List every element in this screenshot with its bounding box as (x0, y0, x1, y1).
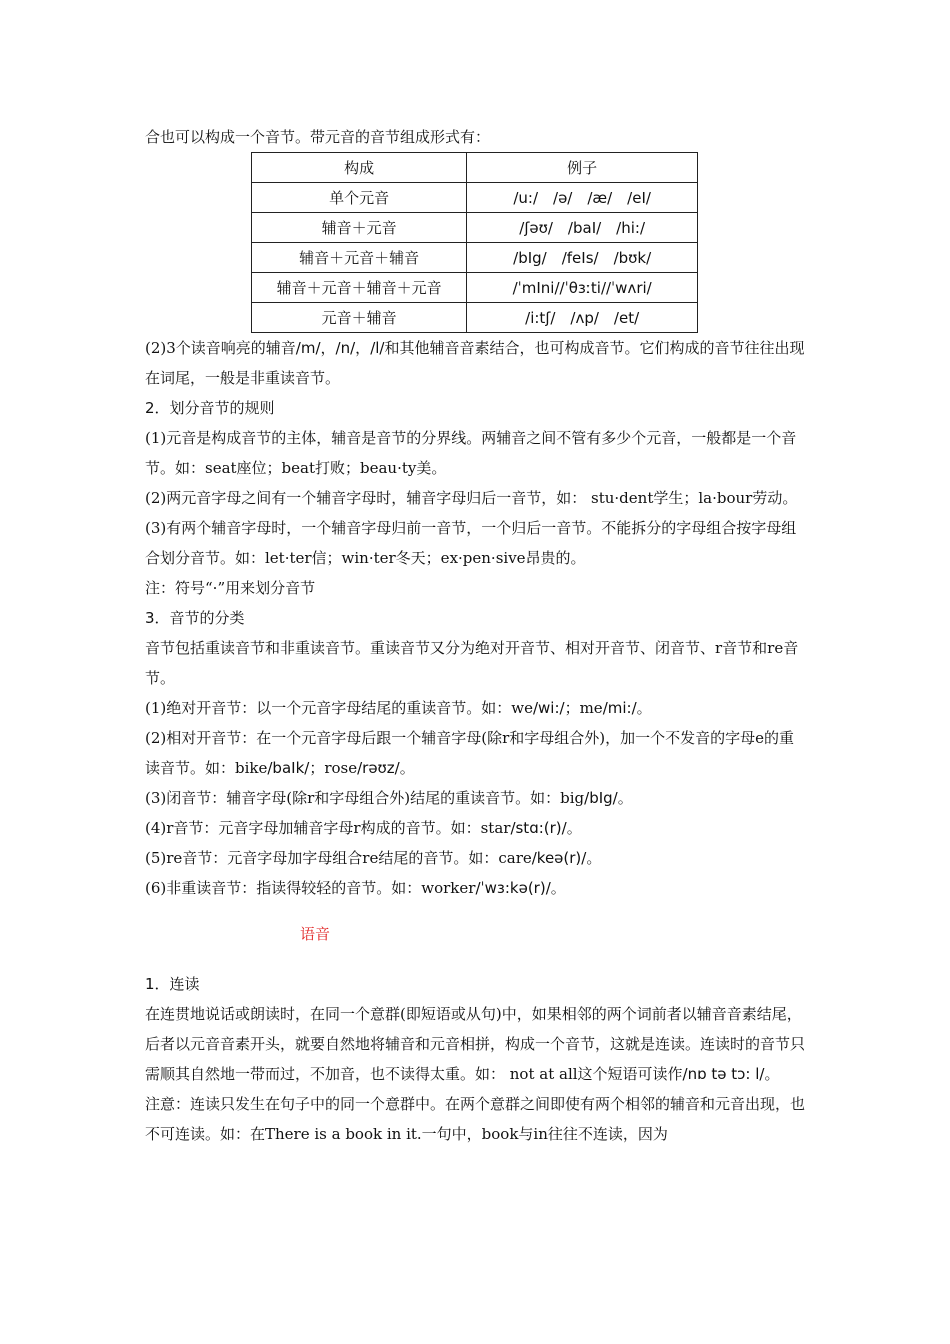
table-row (252, 243, 698, 273)
class-5: (5)re音节：元音字母加字母组合re结尾的音节。如：care/keə(r)/。 (145, 849, 602, 867)
class-2: (2)相对开音节：在一个元音字母后跟一个辅音字母(除r和字母组合外)，加一个不发音的字母e的重读音节。如：bike/baIk/；rose/rəʊz/。 (145, 729, 795, 777)
table-cell-form: 辅音＋元音＋辅音＋元音 (252, 273, 467, 303)
intro-line: 合也可以构成一个音节。带元音的音节组成形式有： (145, 128, 491, 146)
table-header-form: 构成 (252, 153, 467, 183)
table-cell-form: 辅音＋元音＋辅音 (252, 243, 467, 273)
rule-2: (2)两元音字母之间有一个辅音字母时，辅音字母归后一音节，如： stu·dent学生；la·bour劳动。 (145, 489, 798, 507)
class-6: (6)非重读音节：指读得较轻的音节。如：worker/ˈwɜ:kə(r)/。 (145, 879, 566, 897)
table-cell-example: /u:/ /ə/ /æ/ /eI/ (467, 183, 698, 213)
table-row (252, 213, 698, 243)
table-cell-example: /ˈmIni//ˈθɜːti//ˈwʌri/ (467, 273, 698, 303)
rule-3: (3)有两个辅音字母时，一个辅音字母归前一音节，一个归后一音节。不能拆分的字母组合按字母组合划分音节。如：let·ter信；win·ter冬天；ex·pen·sive昂贵的。 (145, 519, 797, 567)
table-row (252, 303, 698, 333)
table-cell-example: /bIg/ /feIs/ /bʊk/ (467, 243, 698, 273)
liaison-heading: 1．连读 (145, 975, 200, 993)
classes-intro: 音节包括重读音节和非重读音节。重读音节又分为绝对开音节、相对开音节、闭音节、r音节和re音节。 (145, 639, 799, 687)
table-cell-form: 单个元音 (252, 183, 467, 213)
syllable-table (251, 152, 698, 333)
rule-1: (1)元音是构成音节的主体，辅音是音节的分界线。两辅音之间不管有多少个元音，一般都是一个音节。如：seat座位；beat打败；beau·ty美。 (145, 429, 797, 477)
class-3: (3)闭音节：辅音字母(除r和字母组合外)结尾的重读音节。如：big/bIg/。 (145, 789, 633, 807)
class-4: (4)r音节：元音字母加辅音字母r构成的音节。如：star/stɑ:(r)/。 (145, 819, 582, 837)
classes-heading: 3．音节的分类 (145, 609, 245, 627)
table-cell-form: 辅音＋元音 (252, 213, 467, 243)
paragraph-sonorant-consonants: (2)3个读音响亮的辅音/m/，/n/，/l/和其他辅音音素结合，也可构成音节。它们构成的音节往往出现在词尾，一般是非重读音节。 (145, 339, 805, 387)
table-row (252, 273, 698, 303)
table-header-example: 例子 (467, 153, 698, 183)
section-title: 语音 (300, 925, 331, 943)
table-row (252, 183, 698, 213)
table-cell-form: 元音＋辅音 (252, 303, 467, 333)
liaison-body: 在连贯地说话或朗读时，在同一个意群(即短语或从句)中，如果相邻的两个词前者以辅音音素结尾，后者以元音音素开头，就要自然地将辅音和元音相拼，构成一个音节，这就是连读。连读时的音节只需顺其自然地一带而过，不加音，也不读得太重。如： not at all这个短语可读作/nɒ tə tɔ: l/。 (145, 1005, 806, 1083)
liaison-note: 注意：连读只发生在句子中的同一个意群中。在两个意群之间即使有两个相邻的辅音和元音出现，也不可连读。如：在There is a book in it.一句中，book与in往往不连读，因为 (145, 1095, 806, 1143)
class-1: (1)绝对开音节：以一个元音字母结尾的重读音节。如：we/wi:/；me/mi:/。 (145, 699, 652, 717)
document-page (145, 122, 807, 1149)
table-cell-example: /ʃəʊ/ /baI/ /hi:/ (467, 213, 698, 243)
rules-heading: 2．划分音节的规则 (145, 399, 275, 417)
table-cell-example: /i:tʃ/ /ʌp/ /et/ (467, 303, 698, 333)
rules-note: 注：符号“·”用来划分音节 (145, 579, 316, 597)
table-header-row (252, 153, 698, 183)
